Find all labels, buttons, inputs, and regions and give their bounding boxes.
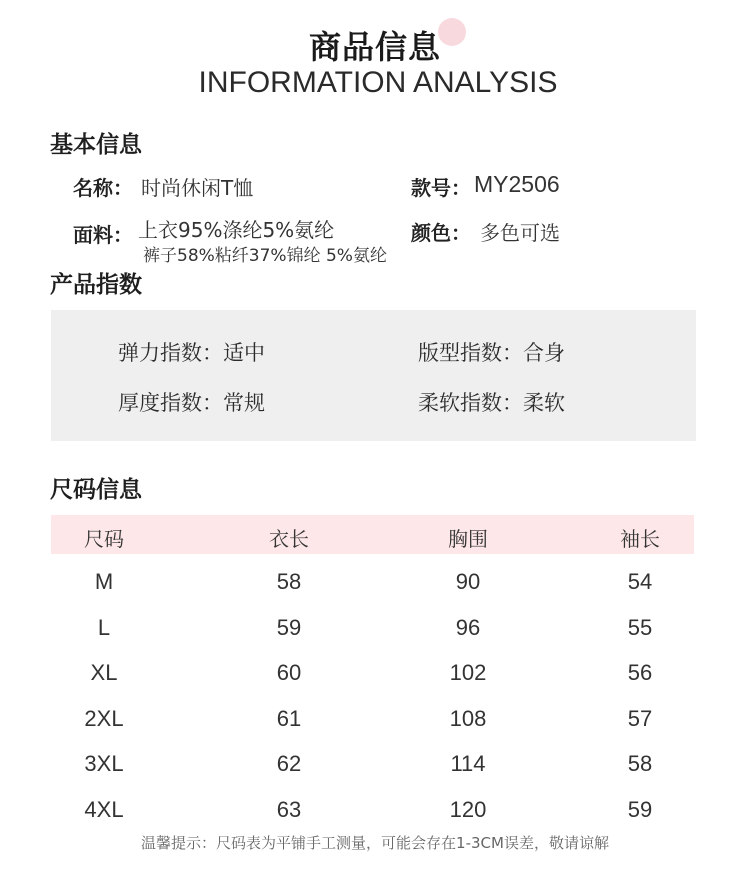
table-cell-chest: 108: [449, 706, 487, 731]
fabric-line-2: 裤子58%粘纤37%锦纶 5%氨纶: [143, 246, 387, 266]
column-header-chest: 胸围: [448, 527, 488, 551]
fabric-label: 面料：: [73, 223, 133, 247]
table-cell-size: 2XL: [84, 706, 124, 731]
table-cell-chest: 96: [455, 615, 481, 640]
table-cell-chest: 102: [449, 660, 487, 685]
table-cell-size: M: [94, 569, 114, 594]
table-cell-size: XL: [90, 660, 118, 685]
table-cell-chest: 114: [450, 751, 486, 776]
basic-info-heading: 基本信息: [50, 132, 142, 158]
table-cell-length: 63: [276, 797, 302, 822]
table-cell-length: 61: [276, 706, 302, 731]
table-cell-sleeve: 58: [627, 751, 653, 776]
page-subtitle: INFORMATION ANALYSIS: [198, 66, 558, 99]
column-header-size: 尺码: [84, 527, 124, 551]
table-cell-length: 59: [276, 615, 302, 640]
name-label: 名称：: [73, 176, 133, 200]
column-header-sleeve: 袖长: [620, 527, 660, 551]
table-cell-sleeve: 55: [627, 615, 653, 640]
table-cell-length: 60: [276, 660, 302, 685]
style-label: 款号：: [411, 176, 471, 200]
column-header-length: 衣长: [269, 527, 309, 551]
color-value: 多色可选: [480, 221, 560, 245]
size-info-heading: 尺码信息: [50, 477, 142, 503]
softness-index: 柔软指数：柔软: [418, 391, 565, 415]
table-cell-size: L: [97, 615, 111, 640]
name-value: 时尚休闲T恤: [141, 176, 254, 200]
table-cell-sleeve: 56: [627, 660, 653, 685]
table-cell-length: 58: [276, 569, 302, 594]
elasticity-index: 弹力指数：适中: [118, 341, 265, 365]
table-cell-chest: 90: [455, 569, 481, 594]
footer-note: 温馨提示：尺码表为平铺手工测量，可能会存在1-3CM误差，敬请谅解: [141, 834, 609, 852]
table-cell-sleeve: 59: [627, 797, 653, 822]
thickness-index: 厚度指数：常规: [118, 391, 265, 415]
table-cell-sleeve: 54: [627, 569, 653, 594]
fit-index: 版型指数：合身: [418, 341, 565, 365]
style-value: MY2506: [474, 171, 560, 197]
color-label: 颜色：: [411, 221, 471, 245]
fabric-line-1: 上衣95%涤纶5%氨纶: [138, 218, 335, 242]
product-index-heading: 产品指数: [50, 272, 142, 298]
product-index-panel: [51, 310, 696, 441]
table-cell-chest: 120: [449, 797, 487, 822]
page-title: 商品信息: [308, 28, 441, 66]
table-cell-length: 62: [276, 751, 302, 776]
table-cell-sleeve: 57: [627, 706, 653, 731]
table-cell-size: 4XL: [84, 797, 124, 822]
table-cell-size: 3XL: [84, 751, 124, 776]
